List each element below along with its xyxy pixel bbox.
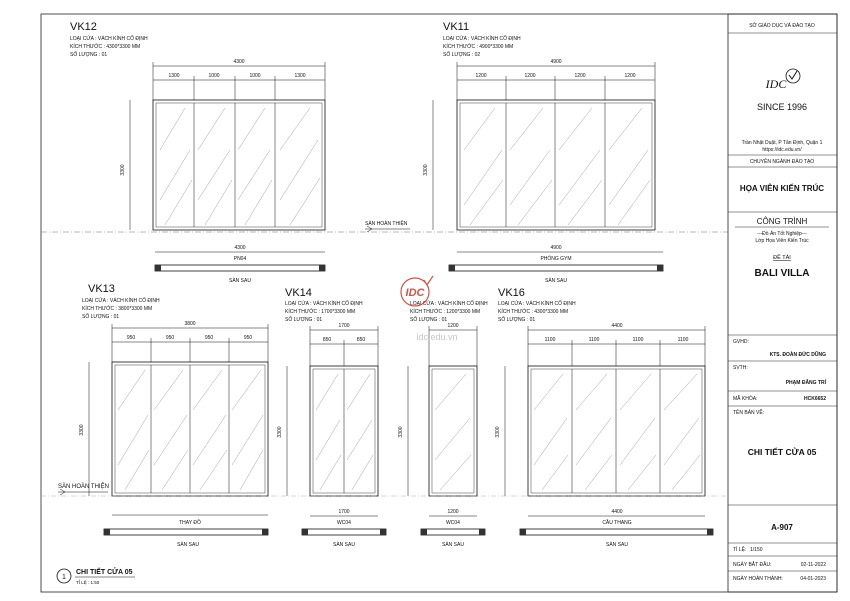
door-qty: SỐ LƯỢNG : 01 [410,317,448,323]
dimension-panel: 1300 [294,73,306,79]
svth-label: SVTH: [733,365,748,371]
door-type: LOẠI CỬA : VÁCH KÍNH CỐ ĐỊNH [443,36,521,42]
svth-name: PHẠM ĐĂNG TRÍ [785,380,826,386]
finish-floor-marker-2 [58,482,109,495]
dimension-panel: 1300 [168,73,180,79]
sheet-name-label: TÊN BẢN VẼ: [733,410,765,416]
dimension-panel: 850 [322,337,332,343]
org-name: SỞ GIÁO DỤC VÀ ĐÀO TẠO [749,23,815,29]
door-id: VK13 [88,283,115,295]
door-id: VK11 [443,21,470,33]
dimension-panel: 1200 [524,73,536,79]
start-date-label: NGÀY BẮT ĐẦU: [733,562,772,568]
code-label: MÃ KHÓA: [733,396,758,402]
room-label: THAY ĐỒ [179,520,201,526]
dimension-panel: 950 [243,335,253,341]
door-vk12 [70,21,325,284]
drawing-scale: TỈ LỆ : 1:50 [76,580,100,585]
plan-dimension: 4900 [550,245,562,251]
gvhd-label: GVHD: [733,339,749,345]
door-type: LOẠI CỬA : VÁCH KÍNH CỐ ĐỊNH [82,298,160,304]
dimension-panel: 1100 [588,337,600,343]
door-size: KÍCH THƯỚC : 4300*3300 MM [70,44,141,50]
door-vk16 [495,287,713,548]
floor-label: SÀN SAU [545,278,567,284]
gvhd-name: KTS. ĐOÀN ĐỨC DŨNG [769,352,826,358]
door-type: LOẠI CỬA : VÁCH KÍNH CỐ ĐỊNH [70,36,148,42]
floor-label: SÀN SAU [606,542,628,548]
glass-hatch [534,374,700,490]
program-label: CHUYÊN NGÀNH ĐÀO TẠO [749,159,815,165]
door-type: LOẠI CỬA : VÁCH KÍNH CỐ ĐỊNH [498,301,576,307]
start-date: 02-11-2022 [800,562,826,568]
dimension-total: 4900 [550,59,562,65]
dimension-height: 3300 [277,426,283,438]
sheet-number: A-907 [771,523,793,532]
plan-dimension: 1700 [338,509,350,515]
door-type: LOẠI CỬA : VÁCH KÍNH CỐ ĐỊNH [285,301,363,307]
floor-label: SÀN SAU [177,542,199,548]
end-date: 04-01-2023 [800,576,826,582]
dimension-total: 4400 [611,323,623,329]
dimension-panel: 950 [204,335,214,341]
room-label: CẦU THANG [602,520,632,526]
door-vk13 [79,283,268,548]
dimension-total: 3800 [184,321,196,327]
watermark-logo-text: IDC [405,287,425,299]
dimension-panel: 950 [165,335,175,341]
dimension-panel: 850 [356,337,366,343]
dimension-panel: 1000 [249,73,261,79]
door-qty: SỐ LƯỢNG : 01 [70,52,108,58]
dimension-panel: 1100 [677,337,689,343]
door-id: VK12 [70,21,97,33]
address-text: Trần Nhật Duật, P Tân Định, Quận 1 [741,140,823,146]
room-label: PHÒNG GYM [540,256,572,262]
drawing-number: 1 [62,574,66,581]
glass-hatch [464,108,650,225]
glass-hatch [160,108,320,225]
door-vk11 [423,21,663,284]
sheet-name: CHI TIẾT CỬA 05 [747,447,817,457]
door-qty: SỐ LƯỢNG : 01 [498,317,536,323]
dimension-total: 1700 [338,323,350,329]
door-size: KÍCH THƯỚC : 1200*3300 MM [410,309,481,315]
door-size: KÍCH THƯỚC : 3800*3300 MM [82,306,153,312]
dimension-height: 3300 [79,424,85,436]
door-qty: SỐ LƯỢNG : 01 [285,317,323,323]
idc-logo-text: IDC [765,77,787,91]
plan-view [155,265,325,271]
floor-label: SÀN SAU [229,278,251,284]
topic-name: BALI VILLA [754,268,810,279]
dimension-panel: 1100 [544,337,556,343]
room-label: WC04 [337,520,351,526]
floor-label: SÀN SAU [442,542,464,548]
project-class: Lớp Họa Viên Kiến Trúc [755,238,809,244]
door-vk14 [277,287,386,548]
project-label: CÔNG TRÌNH [756,217,808,226]
dimension-panel: 1200 [475,73,487,79]
dimension-height: 3300 [423,164,429,176]
door-id: VK14 [285,287,312,299]
drawing-title: CHI TIẾT CỬA 05 [76,569,133,576]
door-type: LOẠI CỬA : VÁCH KÍNH CỐ ĐỊNH [410,301,488,307]
floor-label: SÀN SAU [333,542,355,548]
title-block [728,14,837,592]
plan-dimension: 4400 [611,509,623,515]
glass-hatch [316,374,373,490]
end-date-label: NGÀY HOÀN THÀNH: [733,576,783,582]
finish-floor-marker [365,219,410,232]
dimension-panel: 1200 [574,73,586,79]
dimension-total: 4300 [233,59,245,65]
dimension-height: 3300 [495,426,501,438]
dimension-height: 3300 [398,426,404,438]
drawing-label [57,566,135,585]
door-size: KÍCH THƯỚC : 4300*3300 MM [498,309,569,315]
dimension-panel: 1000 [208,73,220,79]
door-qty: SỐ LƯỢNG : 02 [443,52,481,58]
dimension-panel: 1200 [624,73,636,79]
project-subtitle: ---Đồ Án Tốt Nghiệp--- [757,231,807,237]
room-label: WC04 [446,520,460,526]
website-text: https://idc.edu.vn/ [762,147,802,153]
since-text: SINCE 1996 [756,102,808,112]
dimension-height: 3300 [120,164,126,176]
program-name: HỌA VIÊN KIẾN TRÚC [739,184,825,193]
door-size: KÍCH THƯỚC : 4900*3300 MM [443,44,514,50]
room-label: PN04 [233,256,247,262]
idc-logo [765,69,800,91]
plan-dimension: 1200 [447,509,459,515]
scale-label: TỈ LỆ: [733,547,747,553]
topic-label: ĐỀ TÀI [773,255,791,261]
door-id: VK16 [498,287,525,299]
plan-dimension: 4300 [234,245,246,251]
glass-hatch [118,370,263,490]
dimension-total: 1200 [447,323,459,329]
finish-floor-label: SÀN HOÀN THIỆN [365,221,408,227]
watermark-url: idc.edu.vn [416,332,458,342]
door-size: KÍCH THƯỚC : 1700*3300 MM [285,309,356,315]
glass-hatch [435,374,471,490]
door-qty: SỐ LƯỢNG : 01 [82,314,120,320]
dimension-panel: 950 [126,335,136,341]
dimension-panel: 1100 [632,337,644,343]
finish-floor-label: SÀN HOÀN THIỆN [58,484,109,490]
course-code: HCK6652 [804,396,826,402]
scale-value: 1/150 [750,547,763,553]
